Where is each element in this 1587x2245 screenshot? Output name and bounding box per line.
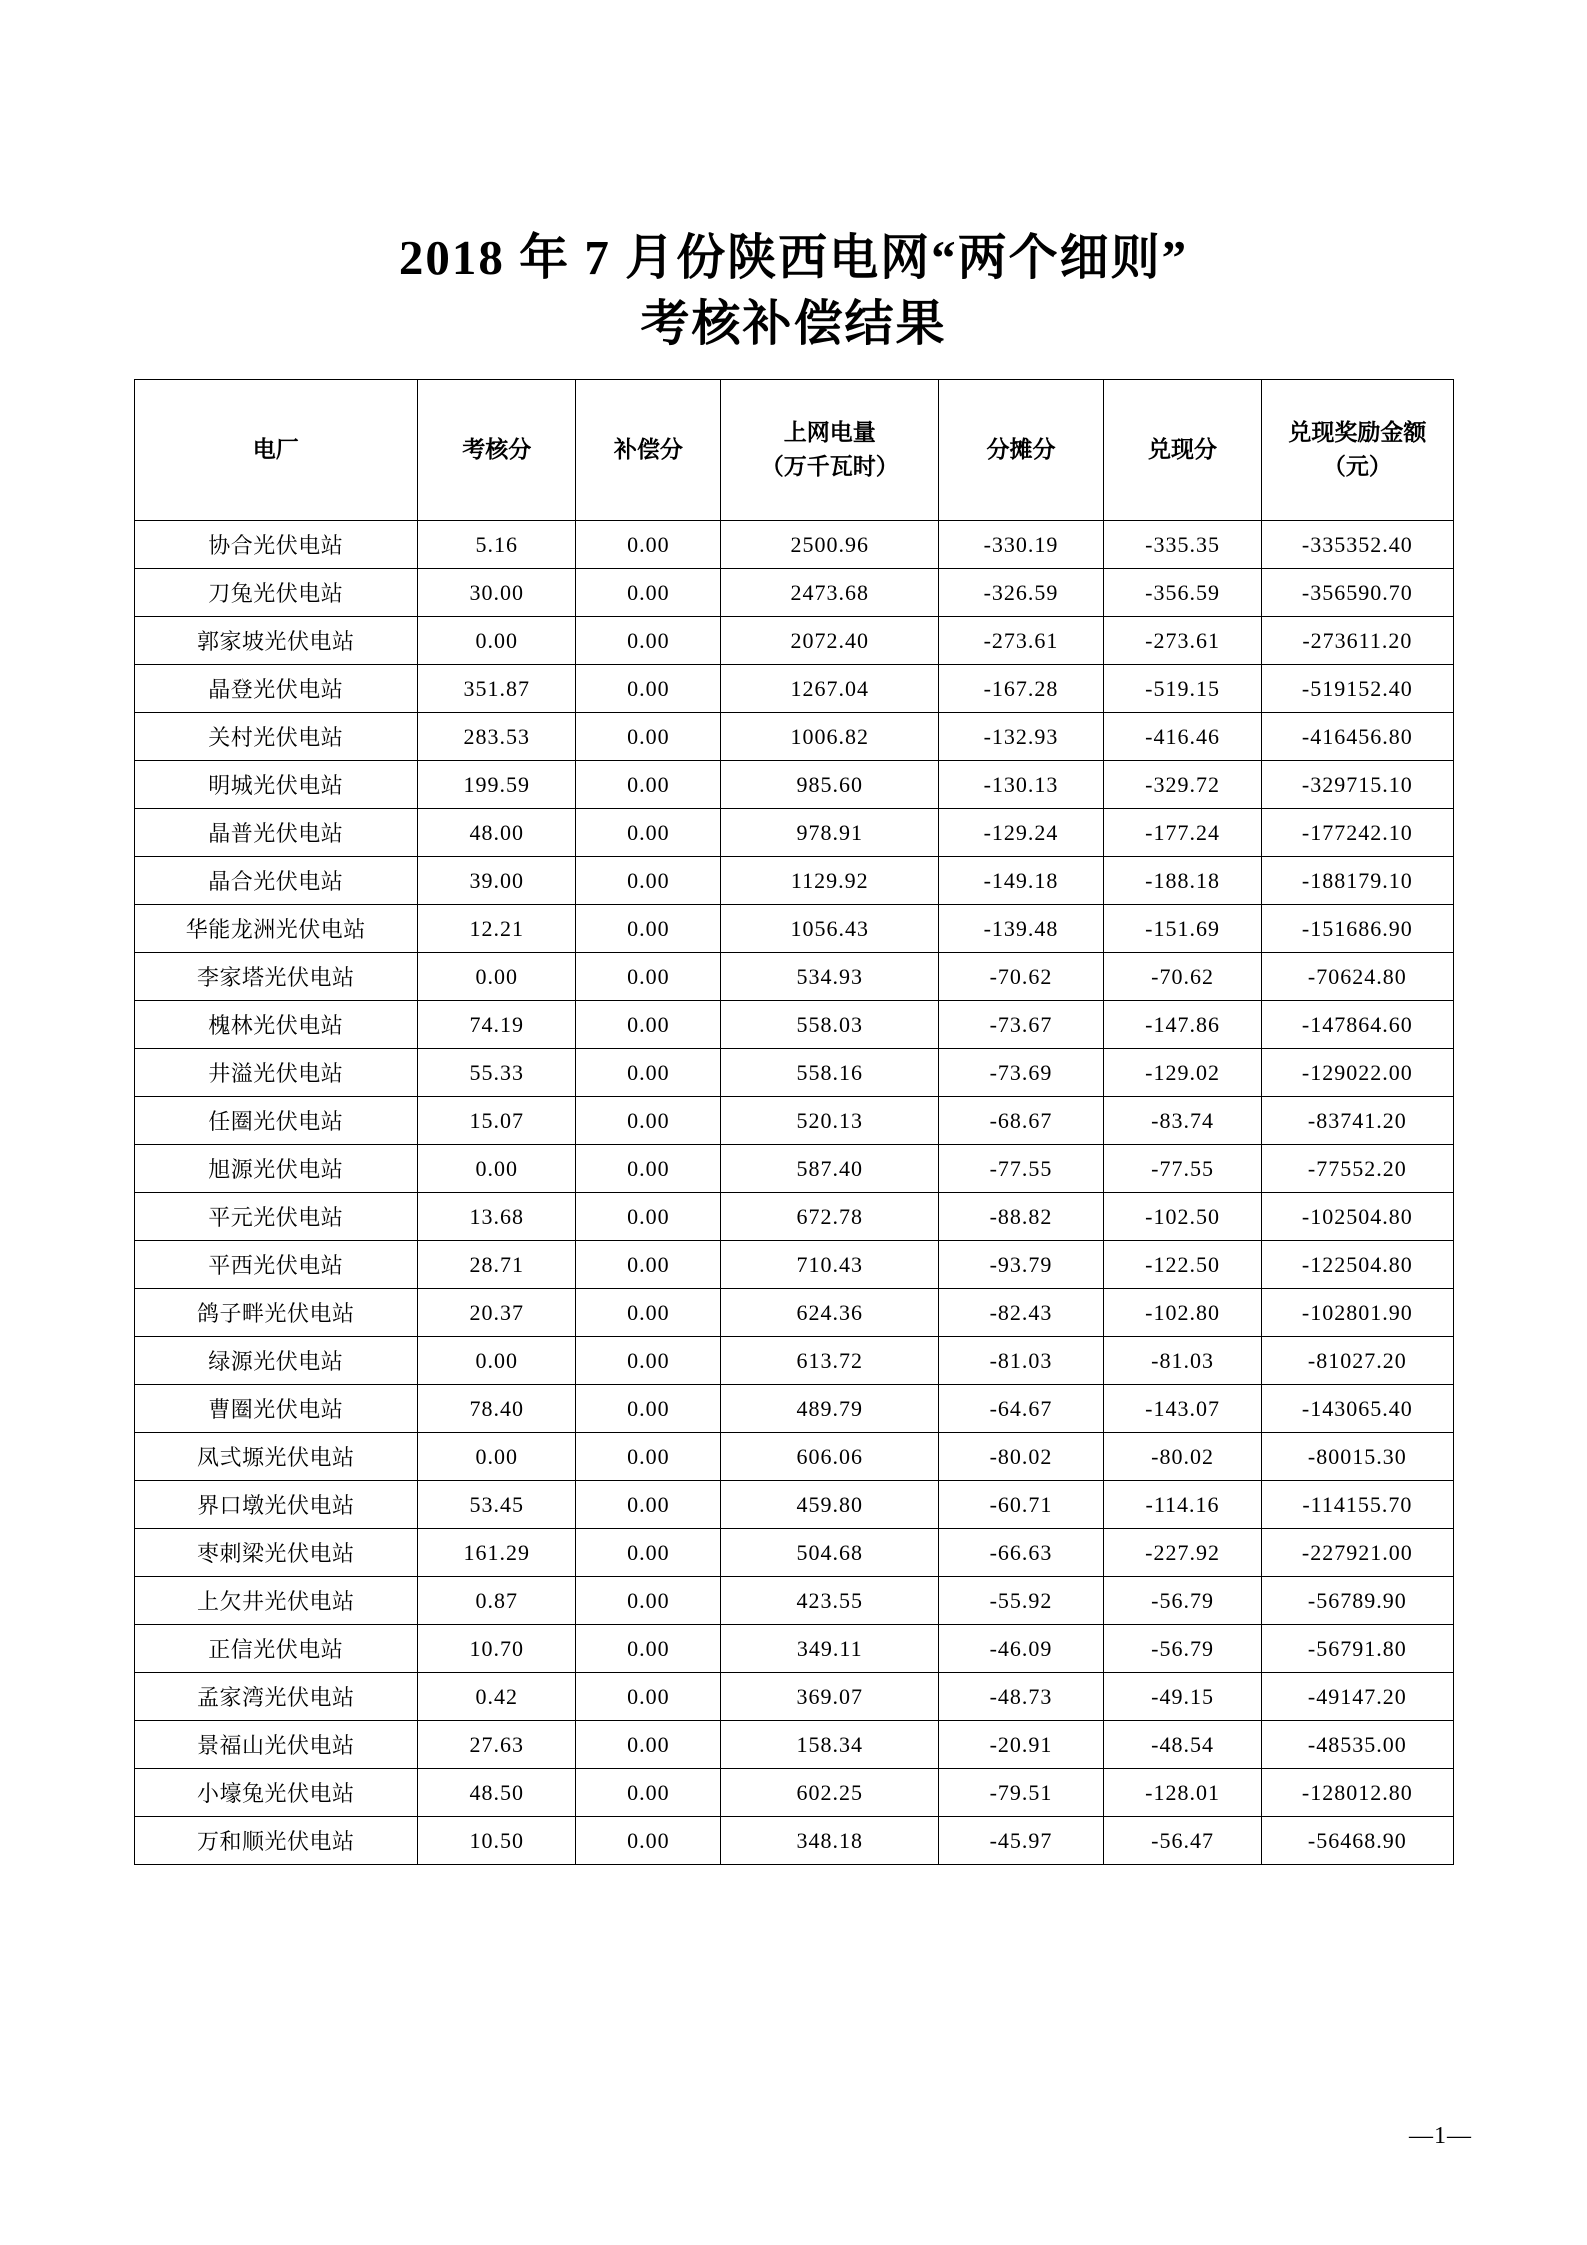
- cell-plant-name: 协合光伏电站: [134, 521, 418, 569]
- cell-assessment-score: 0.00: [418, 1145, 576, 1193]
- table-row: [134, 953, 1453, 1001]
- cell-reward-amount: -335352.40: [1262, 521, 1453, 569]
- table-row: [134, 1049, 1453, 1097]
- cell-share-score: -77.55: [939, 1145, 1104, 1193]
- column-header-reward-amount-unit: （元）: [1322, 454, 1392, 480]
- cell-assessment-score: 39.00: [418, 857, 576, 905]
- cell-plant-name: 郭家坡光伏电站: [134, 617, 418, 665]
- cell-plant-name: 旭源光伏电站: [134, 1145, 418, 1193]
- cell-share-score: -88.82: [939, 1193, 1104, 1241]
- cell-grid-energy: 606.06: [721, 1433, 939, 1481]
- table-row: [134, 713, 1453, 761]
- cell-plant-name: 晶登光伏电站: [134, 665, 418, 713]
- cell-reward-amount: -70624.80: [1262, 953, 1453, 1001]
- cell-plant-name: 万和顺光伏电站: [134, 1817, 418, 1865]
- column-header-compensation-score: [576, 380, 721, 521]
- column-header-assessment-score: [418, 380, 576, 521]
- cell-settlement-score: -49.15: [1103, 1673, 1261, 1721]
- cell-share-score: -55.92: [939, 1577, 1104, 1625]
- cell-grid-energy: 985.60: [721, 761, 939, 809]
- cell-settlement-score: -329.72: [1103, 761, 1261, 809]
- cell-plant-name: 孟家湾光伏电站: [134, 1673, 418, 1721]
- cell-share-score: -73.67: [939, 1001, 1104, 1049]
- cell-plant-name: 关村光伏电站: [134, 713, 418, 761]
- cell-share-score: -81.03: [939, 1337, 1104, 1385]
- table-row: [134, 1769, 1453, 1817]
- cell-grid-energy: 672.78: [721, 1193, 939, 1241]
- cell-share-score: -80.02: [939, 1433, 1104, 1481]
- cell-compensation-score: 0.00: [576, 1337, 721, 1385]
- cell-settlement-score: -102.50: [1103, 1193, 1261, 1241]
- cell-grid-energy: 504.68: [721, 1529, 939, 1577]
- cell-grid-energy: 1129.92: [721, 857, 939, 905]
- cell-reward-amount: -128012.80: [1262, 1769, 1453, 1817]
- cell-share-score: -139.48: [939, 905, 1104, 953]
- cell-settlement-score: -188.18: [1103, 857, 1261, 905]
- cell-assessment-score: 199.59: [418, 761, 576, 809]
- cell-plant-name: 平西光伏电站: [134, 1241, 418, 1289]
- cell-share-score: -167.28: [939, 665, 1104, 713]
- cell-grid-energy: 423.55: [721, 1577, 939, 1625]
- cell-assessment-score: 48.50: [418, 1769, 576, 1817]
- cell-assessment-score: 0.00: [418, 953, 576, 1001]
- cell-plant-name: 平元光伏电站: [134, 1193, 418, 1241]
- cell-settlement-score: -151.69: [1103, 905, 1261, 953]
- cell-reward-amount: -519152.40: [1262, 665, 1453, 713]
- cell-grid-energy: 587.40: [721, 1145, 939, 1193]
- cell-assessment-score: 20.37: [418, 1289, 576, 1337]
- cell-compensation-score: 0.00: [576, 1145, 721, 1193]
- cell-reward-amount: -273611.20: [1262, 617, 1453, 665]
- cell-compensation-score: 0.00: [576, 953, 721, 1001]
- cell-compensation-score: 0.00: [576, 1433, 721, 1481]
- cell-reward-amount: -143065.40: [1262, 1385, 1453, 1433]
- cell-compensation-score: 0.00: [576, 809, 721, 857]
- cell-plant-name: 晶合光伏电站: [134, 857, 418, 905]
- cell-grid-energy: 2500.96: [721, 521, 939, 569]
- cell-assessment-score: 78.40: [418, 1385, 576, 1433]
- cell-compensation-score: 0.00: [576, 1097, 721, 1145]
- cell-compensation-score: 0.00: [576, 521, 721, 569]
- table-row: [134, 1577, 1453, 1625]
- cell-settlement-score: -519.15: [1103, 665, 1261, 713]
- title-line-1: 2018 年 7 月份陕西电网“两个细则”: [398, 230, 1189, 285]
- cell-share-score: -46.09: [939, 1625, 1104, 1673]
- cell-plant-name: 槐林光伏电站: [134, 1001, 418, 1049]
- cell-grid-energy: 1267.04: [721, 665, 939, 713]
- cell-compensation-score: 0.00: [576, 1049, 721, 1097]
- cell-plant-name: 景福山光伏电站: [134, 1721, 418, 1769]
- cell-reward-amount: -188179.10: [1262, 857, 1453, 905]
- cell-compensation-score: 0.00: [576, 665, 721, 713]
- cell-assessment-score: 0.00: [418, 1337, 576, 1385]
- cell-reward-amount: -80015.30: [1262, 1433, 1453, 1481]
- cell-settlement-score: -356.59: [1103, 569, 1261, 617]
- cell-reward-amount: -356590.70: [1262, 569, 1453, 617]
- cell-grid-energy: 558.03: [721, 1001, 939, 1049]
- cell-reward-amount: -56791.80: [1262, 1625, 1453, 1673]
- cell-settlement-score: -114.16: [1103, 1481, 1261, 1529]
- results-table-container: [134, 379, 1454, 1865]
- cell-compensation-score: 0.00: [576, 617, 721, 665]
- cell-settlement-score: -102.80: [1103, 1289, 1261, 1337]
- table-row: [134, 809, 1453, 857]
- cell-compensation-score: 0.00: [576, 1529, 721, 1577]
- cell-compensation-score: 0.00: [576, 1673, 721, 1721]
- cell-settlement-score: -227.92: [1103, 1529, 1261, 1577]
- table-row: [134, 1625, 1453, 1673]
- cell-settlement-score: -81.03: [1103, 1337, 1261, 1385]
- cell-grid-energy: 978.91: [721, 809, 939, 857]
- cell-plant-name: 刀兔光伏电站: [134, 569, 418, 617]
- column-header-settlement-score: [1103, 380, 1261, 521]
- column-header-reward-amount-label: 兑现奖励金额: [1288, 419, 1427, 445]
- cell-grid-energy: 2072.40: [721, 617, 939, 665]
- cell-plant-name: 李家塔光伏电站: [134, 953, 418, 1001]
- cell-reward-amount: -102504.80: [1262, 1193, 1453, 1241]
- cell-assessment-score: 13.68: [418, 1193, 576, 1241]
- cell-assessment-score: 27.63: [418, 1721, 576, 1769]
- cell-assessment-score: 10.70: [418, 1625, 576, 1673]
- cell-share-score: -70.62: [939, 953, 1104, 1001]
- table-row: [134, 1289, 1453, 1337]
- cell-plant-name: 井溢光伏电站: [134, 1049, 418, 1097]
- cell-assessment-score: 30.00: [418, 569, 576, 617]
- cell-grid-energy: 459.80: [721, 1481, 939, 1529]
- table-row: [134, 761, 1453, 809]
- table-body: [134, 521, 1453, 1865]
- cell-plant-name: 鸽子畔光伏电站: [134, 1289, 418, 1337]
- cell-assessment-score: 5.16: [418, 521, 576, 569]
- cell-settlement-score: -143.07: [1103, 1385, 1261, 1433]
- cell-assessment-score: 283.53: [418, 713, 576, 761]
- cell-share-score: -149.18: [939, 857, 1104, 905]
- cell-share-score: -20.91: [939, 1721, 1104, 1769]
- table-row: [134, 1001, 1453, 1049]
- column-header-share-score-label: 分摊分: [986, 437, 1056, 463]
- table-header: [134, 380, 1453, 521]
- cell-grid-energy: 520.13: [721, 1097, 939, 1145]
- cell-share-score: -66.63: [939, 1529, 1104, 1577]
- cell-reward-amount: -114155.70: [1262, 1481, 1453, 1529]
- column-header-settlement-score-label: 兑现分: [1148, 437, 1218, 463]
- table-row: [134, 1241, 1453, 1289]
- table-row: [134, 1337, 1453, 1385]
- cell-assessment-score: 0.00: [418, 617, 576, 665]
- cell-grid-energy: 534.93: [721, 953, 939, 1001]
- cell-reward-amount: -56468.90: [1262, 1817, 1453, 1865]
- cell-settlement-score: -177.24: [1103, 809, 1261, 857]
- page-number: —1—: [1409, 2123, 1472, 2149]
- table-row: [134, 1385, 1453, 1433]
- column-header-plant-label: 电厂: [252, 437, 299, 463]
- cell-assessment-score: 12.21: [418, 905, 576, 953]
- document-title: [0, 0, 1587, 357]
- cell-grid-energy: 369.07: [721, 1673, 939, 1721]
- table-row: [134, 1673, 1453, 1721]
- cell-settlement-score: -56.79: [1103, 1577, 1261, 1625]
- title-line-2: 考核补偿结果: [640, 296, 947, 352]
- cell-settlement-score: -77.55: [1103, 1145, 1261, 1193]
- table-header-row: [134, 380, 1453, 521]
- column-header-grid-energy: [721, 380, 939, 521]
- cell-share-score: -60.71: [939, 1481, 1104, 1529]
- cell-reward-amount: -329715.10: [1262, 761, 1453, 809]
- cell-compensation-score: 0.00: [576, 1001, 721, 1049]
- table-row: [134, 1817, 1453, 1865]
- cell-reward-amount: -122504.80: [1262, 1241, 1453, 1289]
- cell-compensation-score: 0.00: [576, 569, 721, 617]
- cell-grid-energy: 2473.68: [721, 569, 939, 617]
- cell-assessment-score: 74.19: [418, 1001, 576, 1049]
- cell-share-score: -73.69: [939, 1049, 1104, 1097]
- cell-plant-name: 凤弍塬光伏电站: [134, 1433, 418, 1481]
- cell-compensation-score: 0.00: [576, 1241, 721, 1289]
- cell-plant-name: 晶普光伏电站: [134, 809, 418, 857]
- cell-assessment-score: 161.29: [418, 1529, 576, 1577]
- cell-compensation-score: 0.00: [576, 713, 721, 761]
- table-row: [134, 1433, 1453, 1481]
- table-row: [134, 665, 1453, 713]
- cell-assessment-score: 0.42: [418, 1673, 576, 1721]
- cell-share-score: -273.61: [939, 617, 1104, 665]
- cell-compensation-score: 0.00: [576, 1193, 721, 1241]
- cell-assessment-score: 28.71: [418, 1241, 576, 1289]
- table-row: [134, 1145, 1453, 1193]
- column-header-grid-energy-label: 上网电量: [783, 419, 876, 445]
- cell-plant-name: 绿源光伏电站: [134, 1337, 418, 1385]
- cell-plant-name: 正信光伏电站: [134, 1625, 418, 1673]
- cell-share-score: -48.73: [939, 1673, 1104, 1721]
- cell-plant-name: 任圈光伏电站: [134, 1097, 418, 1145]
- cell-compensation-score: 0.00: [576, 1577, 721, 1625]
- cell-settlement-score: -83.74: [1103, 1097, 1261, 1145]
- cell-plant-name: 小壕兔光伏电站: [134, 1769, 418, 1817]
- cell-settlement-score: -147.86: [1103, 1001, 1261, 1049]
- cell-compensation-score: 0.00: [576, 857, 721, 905]
- cell-settlement-score: -70.62: [1103, 953, 1261, 1001]
- cell-grid-energy: 1006.82: [721, 713, 939, 761]
- cell-share-score: -79.51: [939, 1769, 1104, 1817]
- cell-plant-name: 界口墩光伏电站: [134, 1481, 418, 1529]
- cell-compensation-score: 0.00: [576, 905, 721, 953]
- table-row: [134, 905, 1453, 953]
- cell-reward-amount: -227921.00: [1262, 1529, 1453, 1577]
- cell-reward-amount: -48535.00: [1262, 1721, 1453, 1769]
- cell-grid-energy: 624.36: [721, 1289, 939, 1337]
- cell-reward-amount: -77552.20: [1262, 1145, 1453, 1193]
- cell-grid-energy: 158.34: [721, 1721, 939, 1769]
- cell-settlement-score: -129.02: [1103, 1049, 1261, 1097]
- cell-share-score: -45.97: [939, 1817, 1104, 1865]
- cell-plant-name: 华能龙洲光伏电站: [134, 905, 418, 953]
- cell-compensation-score: 0.00: [576, 761, 721, 809]
- cell-assessment-score: 55.33: [418, 1049, 576, 1097]
- cell-compensation-score: 0.00: [576, 1817, 721, 1865]
- table-row: [134, 1721, 1453, 1769]
- table-row: [134, 1481, 1453, 1529]
- cell-share-score: -64.67: [939, 1385, 1104, 1433]
- cell-plant-name: 上欠井光伏电站: [134, 1577, 418, 1625]
- cell-grid-energy: 558.16: [721, 1049, 939, 1097]
- cell-reward-amount: -416456.80: [1262, 713, 1453, 761]
- cell-assessment-score: 0.87: [418, 1577, 576, 1625]
- cell-share-score: -82.43: [939, 1289, 1104, 1337]
- column-header-share-score: [939, 380, 1104, 521]
- cell-share-score: -330.19: [939, 521, 1104, 569]
- cell-share-score: -93.79: [939, 1241, 1104, 1289]
- cell-compensation-score: 0.00: [576, 1289, 721, 1337]
- cell-share-score: -68.67: [939, 1097, 1104, 1145]
- column-header-reward-amount: [1262, 380, 1453, 521]
- cell-reward-amount: -102801.90: [1262, 1289, 1453, 1337]
- table-row: [134, 1097, 1453, 1145]
- cell-grid-energy: 1056.43: [721, 905, 939, 953]
- cell-share-score: -130.13: [939, 761, 1104, 809]
- table-row: [134, 1193, 1453, 1241]
- cell-share-score: -326.59: [939, 569, 1104, 617]
- column-header-plant: [134, 380, 418, 521]
- cell-assessment-score: 53.45: [418, 1481, 576, 1529]
- cell-grid-energy: 348.18: [721, 1817, 939, 1865]
- cell-plant-name: 曹圈光伏电站: [134, 1385, 418, 1433]
- cell-settlement-score: -416.46: [1103, 713, 1261, 761]
- cell-plant-name: 枣刺梁光伏电站: [134, 1529, 418, 1577]
- cell-compensation-score: 0.00: [576, 1385, 721, 1433]
- cell-compensation-score: 0.00: [576, 1481, 721, 1529]
- cell-assessment-score: 15.07: [418, 1097, 576, 1145]
- cell-settlement-score: -335.35: [1103, 521, 1261, 569]
- cell-grid-energy: 613.72: [721, 1337, 939, 1385]
- cell-grid-energy: 489.79: [721, 1385, 939, 1433]
- cell-settlement-score: -56.47: [1103, 1817, 1261, 1865]
- cell-reward-amount: -147864.60: [1262, 1001, 1453, 1049]
- cell-share-score: -129.24: [939, 809, 1104, 857]
- cell-reward-amount: -129022.00: [1262, 1049, 1453, 1097]
- cell-grid-energy: 602.25: [721, 1769, 939, 1817]
- column-header-assessment-score-label: 考核分: [462, 437, 532, 463]
- cell-grid-energy: 710.43: [721, 1241, 939, 1289]
- cell-plant-name: 明城光伏电站: [134, 761, 418, 809]
- cell-reward-amount: -177242.10: [1262, 809, 1453, 857]
- cell-grid-energy: 349.11: [721, 1625, 939, 1673]
- cell-reward-amount: -83741.20: [1262, 1097, 1453, 1145]
- table-row: [134, 521, 1453, 569]
- table-row: [134, 1529, 1453, 1577]
- cell-settlement-score: -122.50: [1103, 1241, 1261, 1289]
- cell-compensation-score: 0.00: [576, 1721, 721, 1769]
- table-row: [134, 569, 1453, 617]
- cell-settlement-score: -273.61: [1103, 617, 1261, 665]
- cell-assessment-score: 0.00: [418, 1433, 576, 1481]
- cell-settlement-score: -80.02: [1103, 1433, 1261, 1481]
- cell-settlement-score: -56.79: [1103, 1625, 1261, 1673]
- cell-settlement-score: -128.01: [1103, 1769, 1261, 1817]
- cell-reward-amount: -151686.90: [1262, 905, 1453, 953]
- cell-reward-amount: -56789.90: [1262, 1577, 1453, 1625]
- cell-share-score: -132.93: [939, 713, 1104, 761]
- cell-assessment-score: 351.87: [418, 665, 576, 713]
- cell-assessment-score: 48.00: [418, 809, 576, 857]
- cell-compensation-score: 0.00: [576, 1769, 721, 1817]
- cell-reward-amount: -49147.20: [1262, 1673, 1453, 1721]
- results-table: [134, 379, 1454, 1865]
- cell-settlement-score: -48.54: [1103, 1721, 1261, 1769]
- cell-assessment-score: 10.50: [418, 1817, 576, 1865]
- table-row: [134, 617, 1453, 665]
- column-header-grid-energy-unit: （万千瓦时）: [760, 454, 899, 480]
- cell-compensation-score: 0.00: [576, 1625, 721, 1673]
- column-header-compensation-score-label: 补偿分: [613, 437, 683, 463]
- table-row: [134, 857, 1453, 905]
- cell-reward-amount: -81027.20: [1262, 1337, 1453, 1385]
